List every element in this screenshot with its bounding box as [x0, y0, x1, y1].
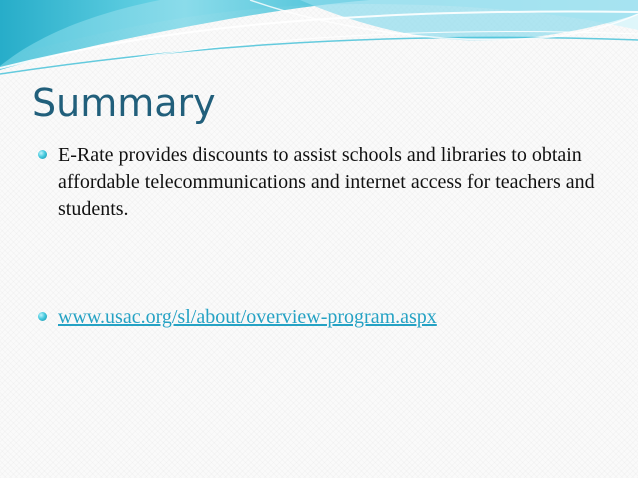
slide-title: Summary	[32, 81, 216, 125]
usac-overview-link[interactable]: www.usac.org/sl/about/overview-program.aspx	[58, 306, 437, 328]
bullet-list	[36, 142, 606, 331]
bullet-dot-icon	[38, 150, 47, 159]
bullet-dot-icon	[38, 312, 47, 321]
bullet-item-usac-link	[36, 304, 606, 331]
bullet-item-erate-description	[36, 142, 606, 223]
wave-band-right	[300, 0, 638, 41]
bullet-text: E-Rate provides discounts to assist schools and libraries to obtain affordable telecommunications and internet access for teachers and students.	[58, 144, 595, 220]
header-wave-graphic	[0, 0, 638, 90]
